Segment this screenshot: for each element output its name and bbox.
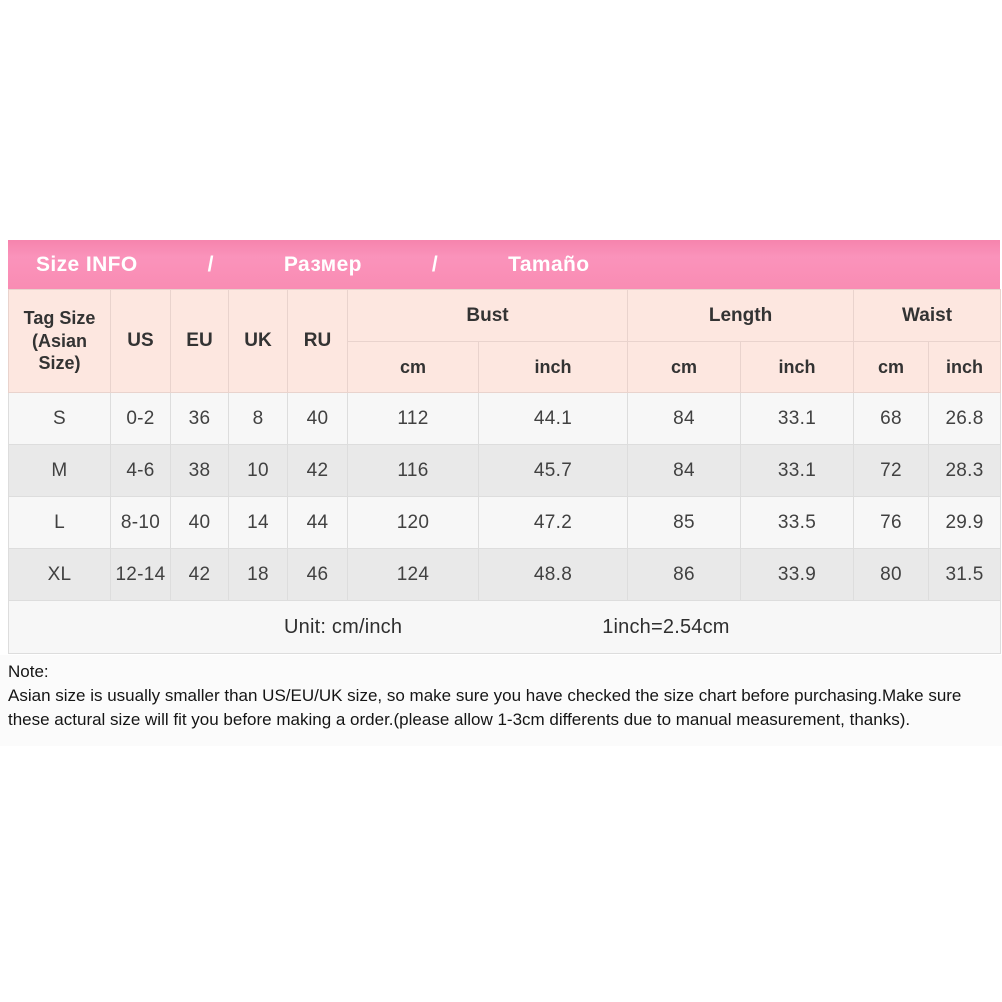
table-cell: 29.9 <box>929 497 1001 549</box>
header-uk: UK <box>229 290 288 393</box>
table-cell: 42 <box>288 445 348 497</box>
table-cell: XL <box>9 549 111 601</box>
table-cell: S <box>9 393 111 445</box>
table-cell: 44.1 <box>479 393 628 445</box>
table-cell: 42 <box>171 549 229 601</box>
table-cell: 45.7 <box>479 445 628 497</box>
header-bust-cm: cm <box>348 342 479 393</box>
header-ru: RU <box>288 290 348 393</box>
header-length-cm: cm <box>628 342 741 393</box>
size-row-xl <box>9 549 1001 601</box>
size-row-s <box>9 393 1001 445</box>
table-cell: 44 <box>288 497 348 549</box>
title-separator-1: / <box>207 252 214 276</box>
table-cell: 116 <box>348 445 479 497</box>
table-cell: 18 <box>229 549 288 601</box>
title-separator-2: / <box>431 252 439 276</box>
table-cell: 33.9 <box>741 549 854 601</box>
table-cell: 33.1 <box>741 445 854 497</box>
header-eu: EU <box>171 290 229 393</box>
unit-footer-row <box>9 601 1001 654</box>
table-cell: 36 <box>171 393 229 445</box>
header-waist: Waist <box>854 290 1001 342</box>
header-tag-size-line2: (Asian Size) <box>31 330 87 374</box>
table-cell: 48.8 <box>479 549 628 601</box>
table-cell: 0-2 <box>111 393 171 445</box>
table-cell: 112 <box>348 393 479 445</box>
table-cell: 84 <box>628 445 741 497</box>
size-chart-table <box>8 289 1001 654</box>
table-cell: 47.2 <box>479 497 628 549</box>
header-tag-size <box>9 290 111 393</box>
title-razmer: Размер <box>283 252 362 276</box>
table-cell: 120 <box>348 497 479 549</box>
unit-label: Unit: cm/inch <box>284 615 403 638</box>
table-cell: 86 <box>628 549 741 601</box>
size-row-m <box>9 445 1001 497</box>
table-cell: 46 <box>288 549 348 601</box>
table-cell: M <box>9 445 111 497</box>
table-cell: 33.1 <box>741 393 854 445</box>
table-cell: 40 <box>171 497 229 549</box>
table-cell: 31.5 <box>929 549 1001 601</box>
table-cell: 85 <box>628 497 741 549</box>
table-cell: 10 <box>229 445 288 497</box>
table-cell: 33.5 <box>741 497 854 549</box>
header-length: Length <box>628 290 854 342</box>
size-info-title-bar <box>8 240 1000 289</box>
table-cell: 4-6 <box>111 445 171 497</box>
header-waist-inch: inch <box>929 342 1001 393</box>
table-cell: 38 <box>171 445 229 497</box>
table-cell: 84 <box>628 393 741 445</box>
table-cell: 12-14 <box>111 549 171 601</box>
table-cell: 8 <box>229 393 288 445</box>
table-cell: 8-10 <box>111 497 171 549</box>
table-cell: 80 <box>854 549 929 601</box>
table-cell: 72 <box>854 445 929 497</box>
note-block <box>0 655 1002 746</box>
header-bust-inch: inch <box>479 342 628 393</box>
size-row-l <box>9 497 1001 549</box>
size-chart-block <box>8 240 1000 654</box>
note-title: Note: <box>8 662 49 681</box>
title-size-info: Size INFO <box>36 252 138 276</box>
table-cell: 68 <box>854 393 929 445</box>
header-us: US <box>111 290 171 393</box>
header-waist-cm: cm <box>854 342 929 393</box>
header-tag-size-line1: Tag Size <box>23 308 96 329</box>
table-cell: 40 <box>288 393 348 445</box>
table-cell: 76 <box>854 497 929 549</box>
table-cell: 26.8 <box>929 393 1001 445</box>
unit-line <box>9 616 1000 639</box>
unit-footer-cell <box>9 601 1001 654</box>
table-cell: 28.3 <box>929 445 1001 497</box>
inch-conversion-label: 1inch=2.54cm <box>602 615 730 638</box>
header-bust: Bust <box>348 290 628 342</box>
table-cell: L <box>9 497 111 549</box>
table-cell: 124 <box>348 549 479 601</box>
title-tamano: Tamaño <box>508 252 590 276</box>
table-cell: 14 <box>229 497 288 549</box>
header-length-inch: inch <box>741 342 854 393</box>
note-body: Asian size is usually smaller than US/EU/UK size, so make sure you have checked the size chart before purchasing.Make sure these actural size will fit you before making a order.(please allow 1-3cm differents due to manual measurement, thanks). <box>8 686 962 729</box>
